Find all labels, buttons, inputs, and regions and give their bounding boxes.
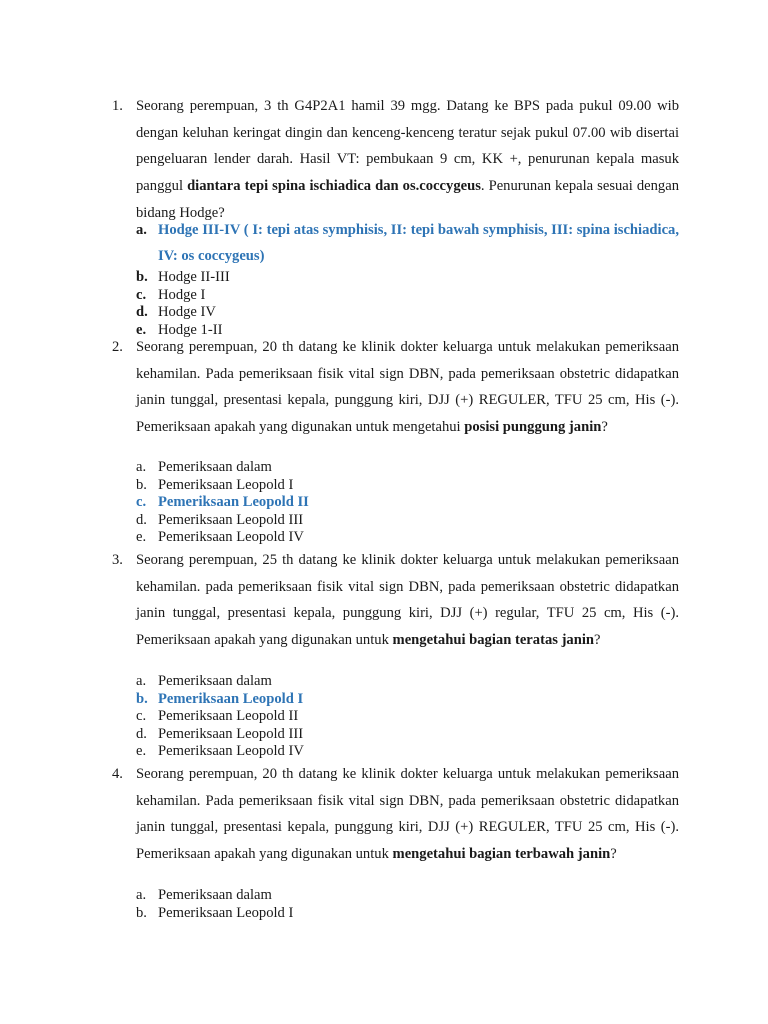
option-text: Pemeriksaan Leopold III [158,511,304,528]
option-letter: c. [136,708,147,725]
option-a[interactable] [136,673,679,691]
option-text: Pemeriksaan dalam [158,459,272,475]
option-text: Pemeriksaan Leopold I [158,690,304,707]
option-letter: d. [136,304,148,321]
options-list [136,217,679,339]
option-letter: a. [136,673,147,689]
stem-emphasis: diantara tepi spina ischiadica dan os.coccygeus [187,178,481,195]
question-stem [136,93,679,227]
option-text: Hodge I [158,286,206,303]
stem-text: ? [594,632,601,649]
stem-text: ? [610,845,617,862]
option-d[interactable] [136,726,679,744]
stem-text: Seorang perempuan, 25 th datang ke klinik dokter keluarga untuk melakukan pemeriksaan kehamilan. pada pemeriksaan fisik vital sign DBN, pada pemeriksaan obstetric didapatkan janin tunggal, presentasi kepala, punggung kiri, DJJ (+) regular, TFU 25 cm, His (-). Pemeriksaan apakah yang digunakan untuk [136,552,679,649]
option-b[interactable] [136,477,679,495]
option-letter: c. [136,286,147,303]
option-text: Hodge IV [158,304,216,321]
option-text: Pemeriksaan Leopold III [158,725,304,742]
stem-emphasis: mengetahui bagian teratas janin [392,632,595,649]
question-stem [136,547,679,654]
option-letter: d. [136,511,147,528]
question-number: 4. [112,766,123,782]
option-letter: e. [136,321,147,338]
option-c[interactable] [136,708,679,726]
option-a[interactable] [136,459,679,477]
option-letter: e. [136,529,147,546]
option-a[interactable] [136,217,679,269]
option-letter: b. [136,269,148,285]
stem-emphasis: mengetahui bagian terbawah janin [392,845,611,862]
option-letter: b. [136,690,148,707]
question-stem [136,334,679,440]
option-d[interactable] [136,512,679,530]
option-text: Pemeriksaan Leopold II [158,708,299,725]
option-b[interactable] [136,905,679,923]
question-number: 3. [112,552,123,568]
options-list [136,673,679,761]
question-stem [136,761,679,867]
option-text: Hodge III-IV ( I: tepi atas symphisis, II: tepi bawah symphisis, III: spina ischiadica, IV: os coccygeus) [158,222,679,264]
option-text: Pemeriksaan Leopold I [158,476,294,493]
option-text: Pemeriksaan Leopold I [158,904,294,921]
stem-text: Seorang perempuan, 20 th datang ke klinik dokter keluarga untuk melakukan pemeriksaan kehamilan. Pada pemeriksaan fisik vital sign DBN, pada pemeriksaan obstetric didapatkan janin tunggal, presentasi kepala, punggung kiri, DJJ (+) REGULER, TFU 25 cm, His (-). Pemeriksaan apakah yang digunakan untuk [136,766,679,862]
option-e[interactable] [136,529,679,547]
option-e[interactable] [136,743,679,761]
question-number: 1. [112,98,123,114]
option-text: Pemeriksaan dalam [158,887,272,903]
option-c[interactable] [136,494,679,512]
option-letter: b. [136,904,147,921]
option-a[interactable] [136,887,679,905]
option-text: Pemeriksaan Leopold II [158,494,309,511]
option-letter: a. [136,222,147,238]
option-letter: a. [136,887,147,903]
option-c[interactable] [136,287,679,305]
options-list [136,459,679,547]
option-text: Pemeriksaan dalam [158,673,272,689]
option-letter: c. [136,494,147,511]
option-letter: a. [136,459,147,475]
option-d[interactable] [136,304,679,322]
question-number: 2. [112,339,123,355]
option-text: Hodge 1-II [158,321,223,338]
option-b[interactable] [136,269,679,287]
stem-text: Seorang perempuan, 20 th datang ke klinik dokter keluarga untuk melakukan pemeriksaan kehamilan. Pada pemeriksaan fisik vital sign DBN, pada pemeriksaan obstetric didapatkan janin tunggal, presentasi kepala, punggung kiri, DJJ (+) REGULER, TFU 25 cm, His (-). Pemeriksaan apakah yang digunakan untuk mengetahui [136,339,679,435]
options-list [136,887,679,922]
stem-text: ? [601,418,608,435]
stem-text: Seorang perempuan, 3 th G4P2A1 hamil 39 mgg. Datang ke BPS pada pukul 09.00 wib dengan keluhan keringat dingin dan kenceng-kenceng teratur sejak pukul 07.00 wib disertai pengeluaran lender darah. Hasil VT: pembukaan 9 cm, KK +, penurunan kepala masuk panggul [136,98,679,195]
option-text: Hodge II-III [158,269,230,285]
option-text: Pemeriksaan Leopold IV [158,743,304,760]
stem-text: . Penurunan kepala sesuai dengan bidang Hodge? [136,178,680,221]
option-text: Pemeriksaan Leopold IV [158,529,304,546]
stem-emphasis: posisi punggung janin [464,418,602,435]
option-letter: b. [136,476,147,493]
option-letter: d. [136,725,147,742]
option-letter: e. [136,743,147,760]
option-b[interactable] [136,691,679,709]
